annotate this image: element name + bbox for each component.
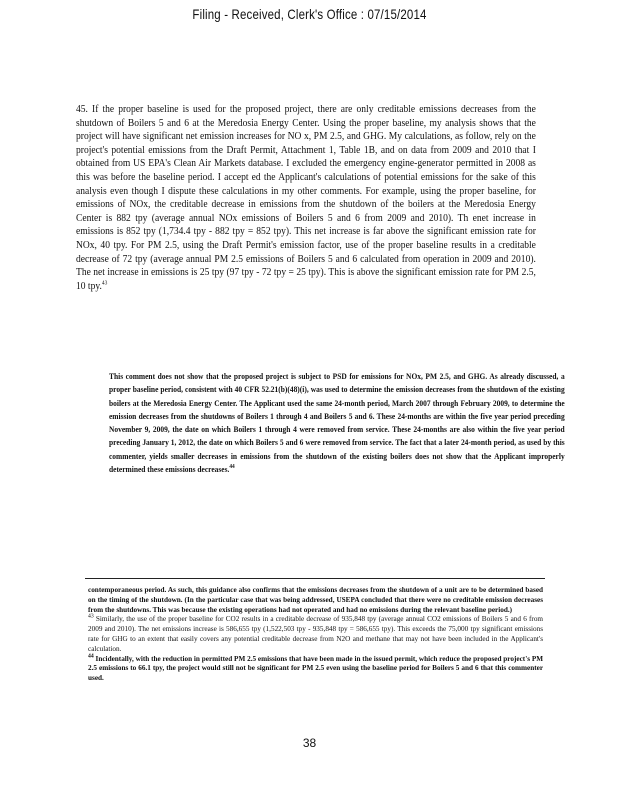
footnote-44 xyxy=(88,654,543,683)
footnote-43-label: 43 xyxy=(88,613,94,620)
footnote-43 xyxy=(88,614,543,653)
comment-response xyxy=(109,370,565,476)
footnote-44-label: 44 xyxy=(88,653,94,660)
paragraph-number: 45. xyxy=(76,104,88,115)
footnote-continuation: contemporaneous period. As such, this guidance also confirms that the emissions decreases from the shutdown of a unit are to be determined based on the timing of the shutdown. (In the particular case that was being addressed, USEPA concluded that there were no creditable emission decreases from the shutdowns. This was because the existing operations had not operated and had no emissions during the relevant baseline period.) xyxy=(88,585,544,614)
paragraph-45 xyxy=(76,103,536,293)
paragraph-45-main: My calculations, as follow, rely on the project's potential emissions from the Draft Permit, Attachment 1, Table 1B, and on data from 2009 and 2010 that I obtained from US EPA's Clean Air Markets database. I excluded the emergency engine-generator permitted in 2008 as this was before the baseline period. I accept ed the Applicant's calculations of potential emissions for the sake of this analysis even though I dispute these calculations in my other comments. For example, using the proper baseline, for emissions of NOx, the creditable decrease in emissions from the shutdown of the boilers at the Meredosia Energy Center is 882 tpy (average annual NOx emissions of Boilers 5 and 6 from 2009 and 2010). Th enet increase in emissions is 852 tpy (1,734.4 tpy - 882 tpy = 852 tpy). This net increase is far above the significant emission rate for NOx, 40 tpy. For PM 2.5, using the Draft Permit's emission factor, use of the proper baseline results in a creditable decrease of 72 tpy (average annual PM 2.5 emissions of Boilers 5 and 6 calculated from operation in 2009 and 2010). The net increase in emissions is 25 tpy (97 tpy - 72 tpy = 25 tpy). This is above the significant emission rate for PM 2.5, 10 tpy. xyxy=(76,131,536,292)
filing-header: Filing - Received, Clerk's Office : 07/15/2014 xyxy=(192,6,427,22)
paragraph-45-opening: If the proper baseline is used for the proposed project, there are only creditable emissions decreases from the shutdown of Boilers 5 and 6 at the Meredosia Energy Center. Using the proper baseline, my analysis shows that the project will have significant net emission increases for NO xyxy=(76,104,536,143)
comment-response-text: This comment does not show that the proposed project is subject to PSD for emissions for NOx, PM 2.5, and GHG. As already discussed, a proper baseline period, consistent with 40 CFR 52.21(b)(48)(i), was used to determine the emission decreases from the shutdown of the existing boilers at the Meredosia Energy Center. The Applicant used the same 24-month period, March 2007 through February 2009, to determine the emission decreases from the shutdowns of Boilers 1 through 4 and Boilers 5 and 6. These 24-months are within the five year period preceding November 9, 2009, the date on which Boilers 1 through 4 were removed from service. These 24-months are also within the five year period preceding January 1, 2012, the date on which Boilers 5 and 6 were removed from service. The fact that a later 24-month period, as used by this commenter, yields smaller decreases in emissions from the shutdown of the existing boilers does not show that the Applicant improperly determined these emissions decreases. xyxy=(109,372,565,475)
paragraph-45-body: x, PM 2.5, and GHG. xyxy=(301,131,389,143)
page-number: 38 xyxy=(302,736,317,750)
footnote-divider xyxy=(85,578,545,579)
footnote-ref-43[interactable]: 43 xyxy=(101,280,108,287)
footnote-43-text: Similarly, the use of the proper baseline for CO2 results in a creditable decrease of 935,848 tpy (average annual CO2 emissions of Boilers 5 and 6 from 2009 and 2010). The net emissions increase is 586,655 tpy (1,522,503 tpy - 935,848 tpy = 586,655 tpy). This exceeds the 75,000 tpy significant emissions rate for GHG to an extent that easily covers any potential creditable decrease from N2O and methane that may not have been included in the Applicant's calculation. xyxy=(88,614,544,653)
footnotes xyxy=(88,585,543,683)
footnote-ref-44[interactable]: 44 xyxy=(229,464,235,471)
footnote-44-text: Incidentally, with the reduction in permitted PM 2.5 emissions that have been made in the issued permit, which reduce the proposed project's PM 2.5 emissions to 66.1 tpy, the project would still not be significant for PM 2.5 even using the baseline period for Boilers 5 and 6 that this commenter used. xyxy=(88,653,544,683)
